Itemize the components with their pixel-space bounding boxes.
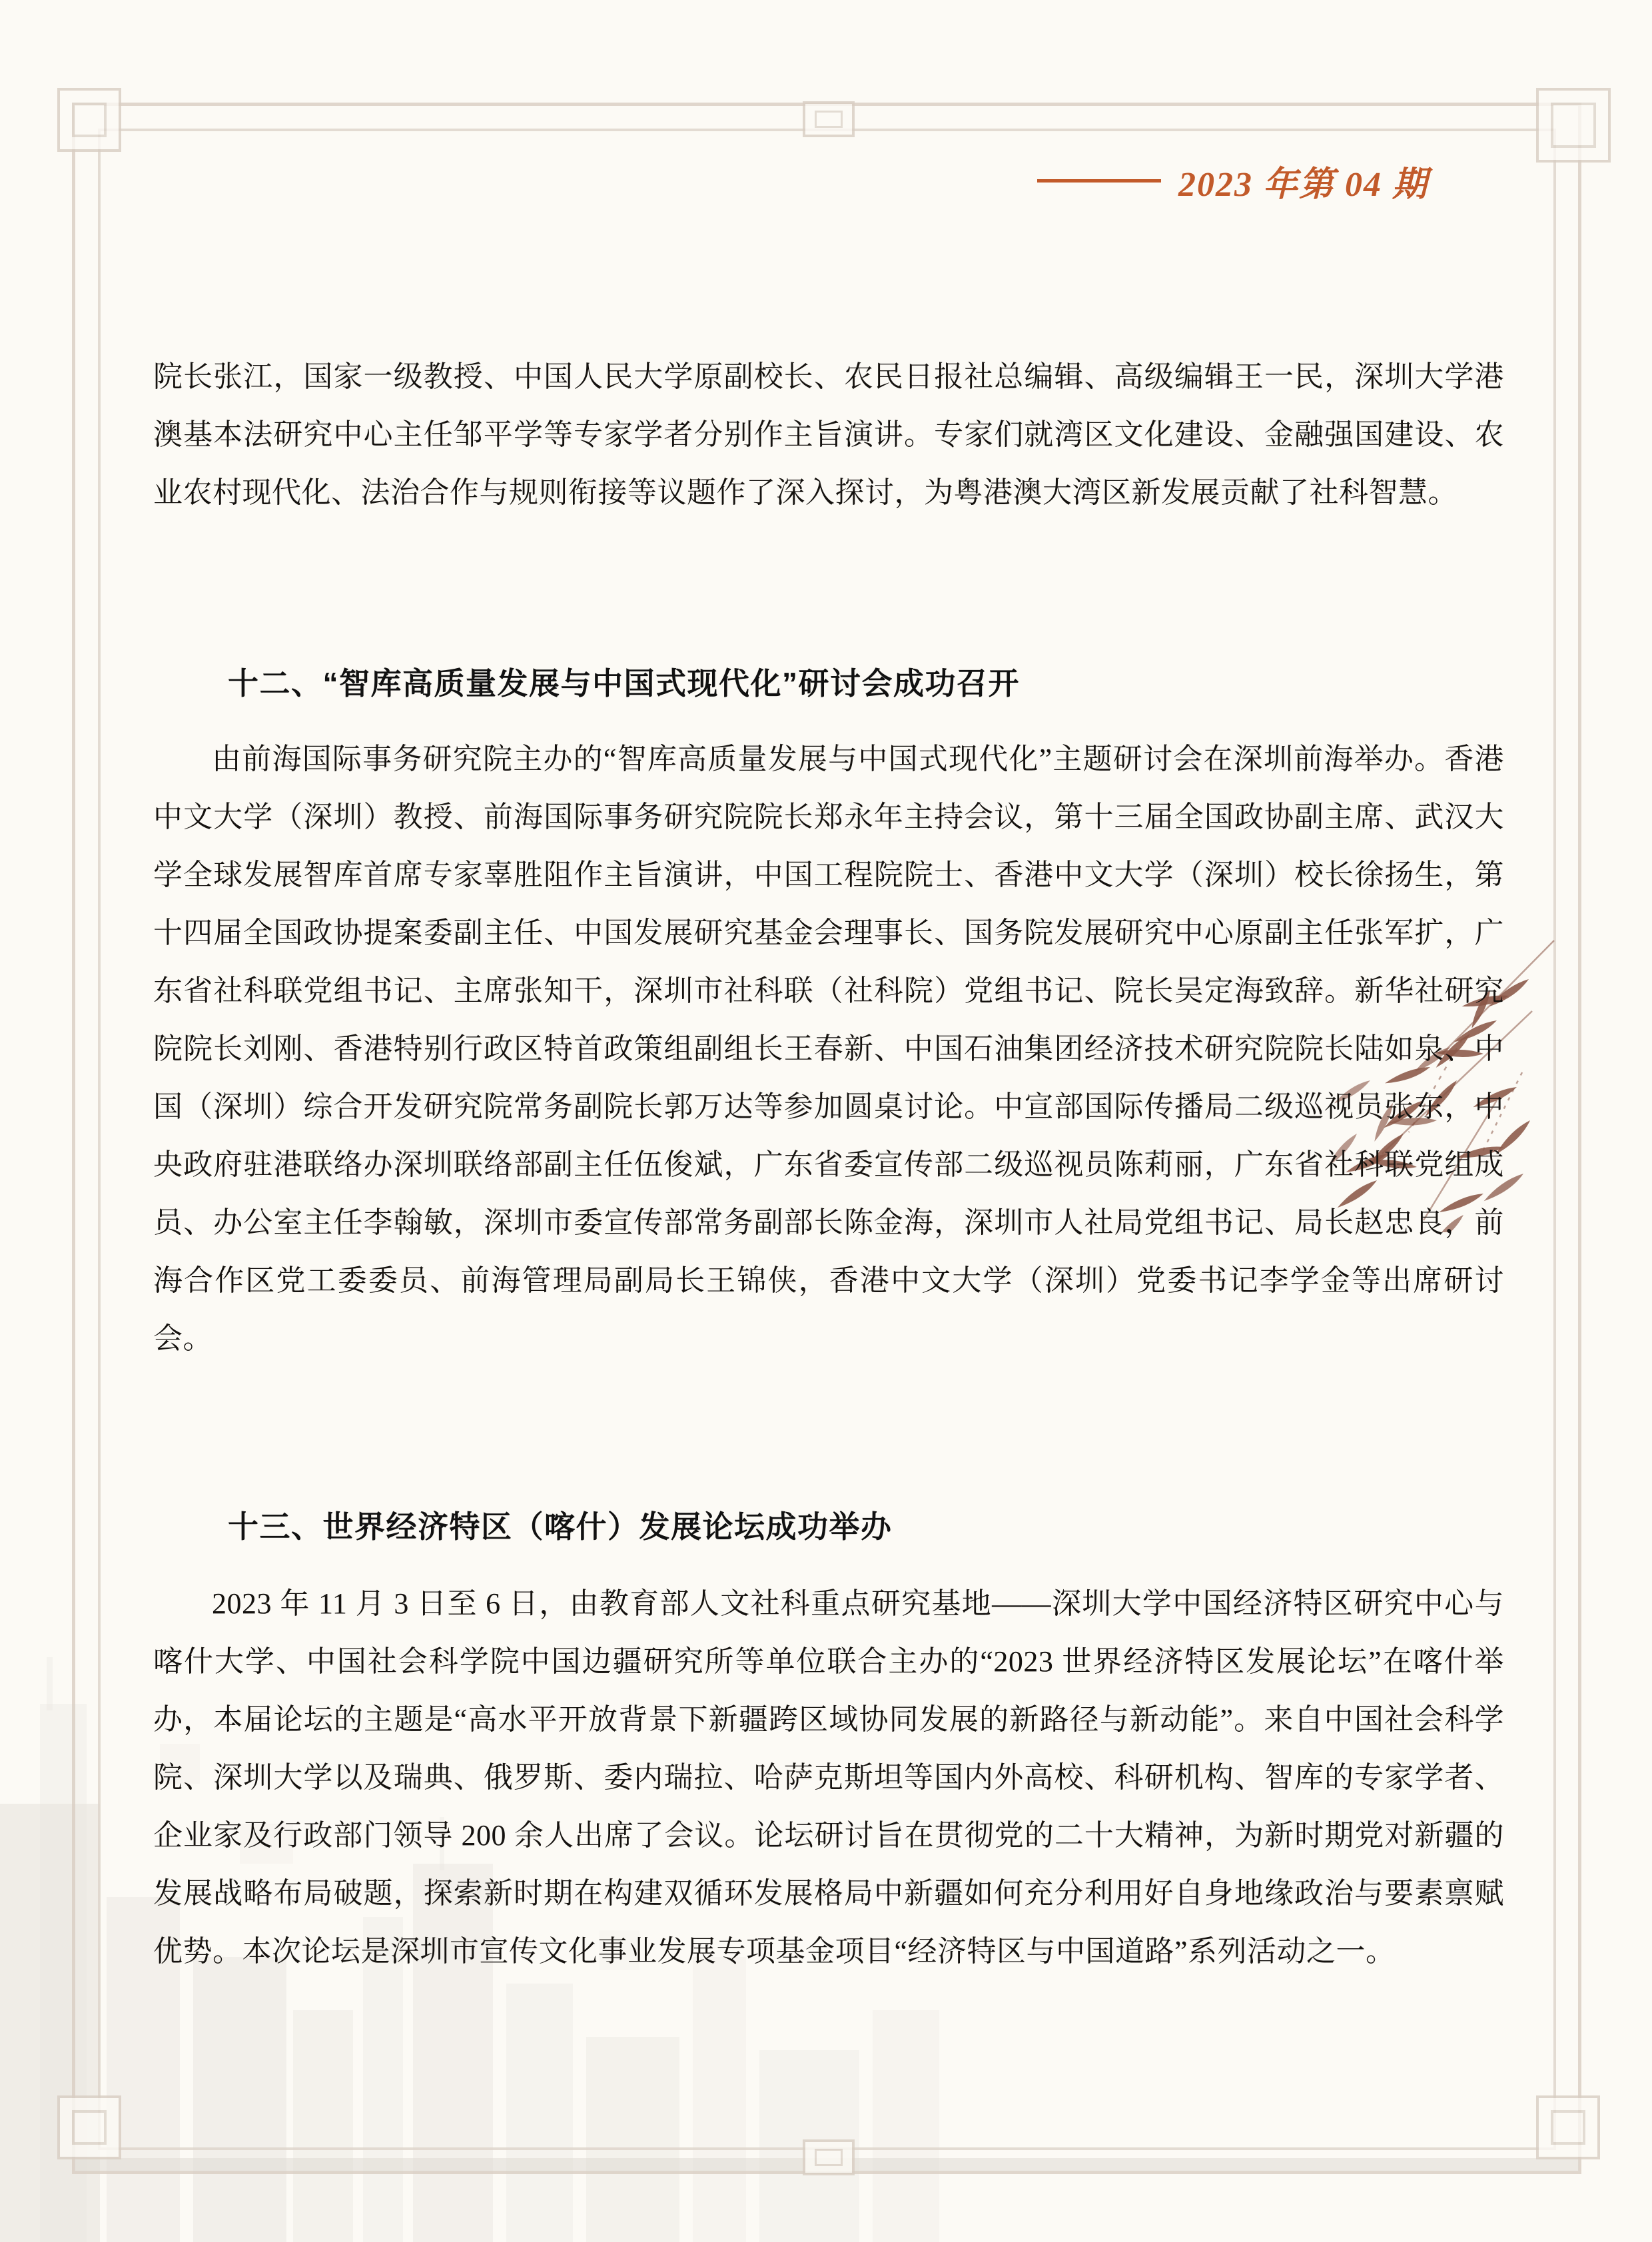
paragraph-continued-from-previous-page: 院长张江，国家一级教授、中国人民大学原副校长、农民日报社总编辑、高级编辑王一民，深圳大学港澳基本法研究中心主任邹平学等专家学者分别作主旨演讲。专家们就湾区文化建设、金融强国建设、农业农村现代化、法治合作与规则衔接等议题作了深入探讨，为粤港澳大湾区新发展贡献了社科智慧。: [153, 360, 1504, 509]
corner-ornament-top-right: [1536, 88, 1611, 163]
corner-ornament-top-left: [57, 88, 121, 152]
edge-ornament-top-center: [803, 101, 855, 137]
section-13-heading: 十三、世界经济特区（喀什）发展论坛成功举办: [228, 1509, 893, 1544]
corner-ornament-bottom-right: [1536, 2095, 1600, 2159]
header-rule-line: [1037, 179, 1161, 183]
section-12-heading: 十二、“智库高质量发展与中国式现代化”研讨会成功召开: [228, 666, 1020, 701]
section-13-body: 2023 年 11 月 3 日至 6 日，由教育部人文社科重点研究基地——深圳大学中国经济特区研究中心与喀什大学、中国社会科学院中国边疆研究所等单位联合主办的“2023 世界经济特区发展论坛”在喀什举办，本届论坛的主题是“高水平开放背景下新疆跨区域协同发展的新路径与新动能”。来自中国社会科学院、深圳大学以及瑞典、俄罗斯、委内瑞拉、哈萨克斯坦等国内外高校、科研机构、智库的专家学者、企业家及行政部门领导 200 余人出席了会议。论坛研讨旨在贯彻党的二十大精神，为新时期党对新疆的发展战略布局破题，探索新时期在构建双循环发展格局中新疆如何充分利用好自身地缘政治与要素禀赋优势。本次论坛是深圳市宣传文化事业发展专项基金项目“经济特区与中国道路”系列活动之一。: [153, 1587, 1504, 1968]
issue-header: [1037, 156, 1428, 206]
issue-label: 2023 年第 04 期: [1178, 166, 1428, 204]
edge-ornament-bottom-center: [803, 2139, 855, 2175]
section-12-body: 由前海国际事务研究院主办的“智库高质量发展与中国式现代化”主题研讨会在深圳前海举办。香港中文大学（深圳）教授、前海国际事务研究院院长郑永年主持会议，第十三届全国政协副主席、武汉大学全球发展智库首席专家辜胜阻作主旨演讲，中国工程院院士、香港中文大学（深圳）校长徐扬生，第十四届全国政协提案委副主任、中国发展研究基金会理事长、国务院发展研究中心原副主任张军扩，广东省社科联党组书记、主席张知干，深圳市社科联（社科院）党组书记、院长吴定海致辞。新华社研究院院长刘刚、香港特别行政区特首政策组副组长王春新、中国石油集团经济技术研究院院长陆如泉、中国（深圳）综合开发研究院常务副院长郭万达等参加圆桌讨论。中宣部国际传播局二级巡视员张东，中央政府驻港联络办深圳联络部副主任伍俊斌，广东省委宣传部二级巡视员陈莉丽，广东省社科联党组成员、办公室主任李翰敏，深圳市委宣传部常务副部长陈金海，深圳市人社局党组书记、局长赵忠良，前海合作区党工委委员、前海管理局副局长王锦侠，香港中文大学（深圳）党委书记李学金等出席研讨会。: [153, 743, 1504, 1355]
corner-ornament-bottom-left: [57, 2095, 121, 2159]
